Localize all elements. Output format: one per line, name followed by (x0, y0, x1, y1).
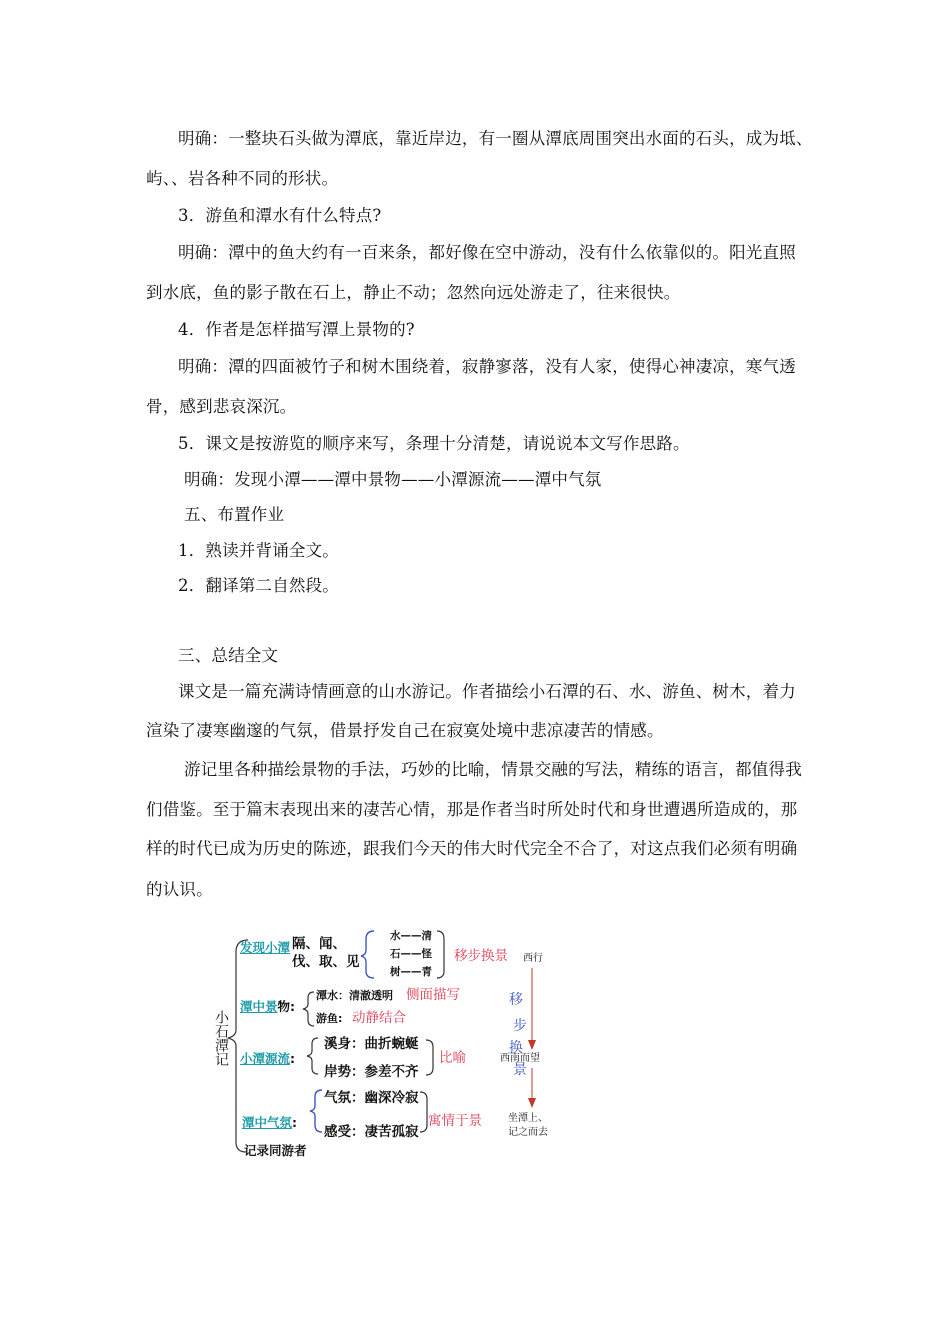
side-technique-char: 换 (509, 1040, 523, 1056)
bracket-section3 (426, 1040, 433, 1075)
question-heading: 3．游鱼和潭水有什么特点? (178, 206, 382, 225)
section4-line2: 感受：凄苦孤寂 (324, 1124, 419, 1140)
section1-actions-2: 伐、取、见 (292, 954, 360, 970)
text-line: 们借鉴。至于篇末表现出来的凄苦心情，那是作者当时所处时代和身世遭遇所造成的，那 (146, 800, 798, 819)
homework-item: 2．翻译第二自然段。 (178, 576, 339, 595)
question-heading: 4．作者是怎样描写潭上景物的? (178, 320, 415, 339)
brace-section4 (310, 1090, 322, 1132)
section4-note-2: 记之而去 (508, 1127, 548, 1138)
section-heading: 三、总结全文 (178, 646, 279, 665)
diagram-footer: 记录同游者 (244, 1143, 307, 1158)
text-line: 明确：一整块石头做为潭底，靠近岸边，有一圈从潭底周围突出水面的石头，成为坻、 (178, 129, 813, 148)
section1-actions-1: 隔、闻、 (292, 936, 346, 952)
section4-suffix: : (292, 1115, 298, 1130)
section2-suffix: 物: (277, 999, 296, 1014)
text-line: 样的时代已成为历史的陈迹，跟我们今天的伟大时代完全不合了，对这点我们必须有明确 (146, 839, 798, 858)
text-line: 明确：潭的四面被竹子和树木围绕着，寂静寥落，没有人家，使得心神凄凉，寒气透 (178, 357, 796, 376)
section4-label: 潭中气氛 (242, 1115, 293, 1130)
section1-item-tree: 树——青 (390, 966, 432, 978)
section2-fish: 游鱼: (316, 1012, 343, 1025)
section3-suffix: : (290, 1051, 296, 1066)
text-line: 渲染了凄寒幽邃的气氛，借景抒发自己在寂寞处境中悲凉凄苦的情感。 (146, 721, 664, 740)
section2-heading (240, 998, 295, 1015)
section4-note-1: 坐潭上、 (508, 1113, 548, 1124)
section2-water-technique: 侧面描写 (406, 987, 460, 1003)
arrow-head-1 (528, 1040, 536, 1050)
section3-line2: 岸势：参差不齐 (324, 1064, 419, 1080)
section3-note: 西南而望 (500, 1053, 540, 1064)
arrow-head-2 (528, 1098, 536, 1108)
side-technique-char: 移 (509, 992, 523, 1008)
section3-line1: 溪身：曲折蜿蜒 (324, 1036, 419, 1052)
section1-technique: 移步换景 (454, 948, 508, 964)
section3-technique: 比喻 (439, 1050, 466, 1066)
homework-item: 1．熟读并背诵全文。 (178, 541, 339, 560)
question-heading: 5．课文是按游览的顺序来写，条理十分清楚，请说说本文写作思路。 (178, 434, 690, 453)
side-technique-char: 景 (513, 1062, 527, 1078)
brace-section2 (303, 992, 314, 1026)
bracket-section1 (437, 931, 444, 978)
text-line: 屿、、岩各种不同的形状。 (146, 169, 339, 188)
section3-heading (240, 1050, 295, 1067)
section2-fish-technique: 动静结合 (352, 1010, 406, 1026)
section3-label: 小潭源流 (240, 1051, 291, 1066)
section-heading: 五、布置作业 (184, 505, 285, 524)
section1-item-stone: 石——怪 (390, 948, 432, 960)
section2-label: 潭中景 (240, 999, 278, 1014)
text-line: 到水底，鱼的影子散在石上，静止不动；忽然向远处游走了，往来很快。 (146, 283, 681, 302)
text-line: 游记里各种描绘景物的手法，巧妙的比喻，情景交融的写法，精练的语言，都值得我 (184, 760, 802, 779)
text-line: 课文是一篇充满诗情画意的山水游记。作者描绘小石潭的石、水、游鱼、树木，着力 (178, 682, 796, 701)
bracket-section4 (420, 1092, 427, 1132)
brace-section3 (307, 1038, 318, 1074)
text-line: 明确：潭中的鱼大约有一百来条，都好像在空中游动，没有什么依靠似的。阳光直照 (178, 243, 796, 262)
section4-line1: 气氛：幽深冷寂 (324, 1090, 419, 1106)
text-line: 明确：发现小潭——潭中景物——小潭源流——潭中气氛 (184, 470, 602, 489)
section2-water: 潭水：清澈透明 (316, 989, 393, 1002)
text-line: 的认识。 (146, 880, 213, 899)
section1-item-water: 水——清 (390, 930, 432, 942)
text-line: 骨，感到悲哀深沉。 (146, 397, 297, 416)
section4-heading (242, 1114, 297, 1131)
brace-section1 (361, 931, 374, 978)
diagram-title: 小石潭记 (213, 1010, 229, 1066)
section4-technique: 寓情于景 (428, 1113, 482, 1129)
side-technique-char: 步 (513, 1018, 527, 1034)
section1-label: 发现小潭 (240, 940, 291, 955)
section1-note: 西行 (523, 953, 543, 964)
